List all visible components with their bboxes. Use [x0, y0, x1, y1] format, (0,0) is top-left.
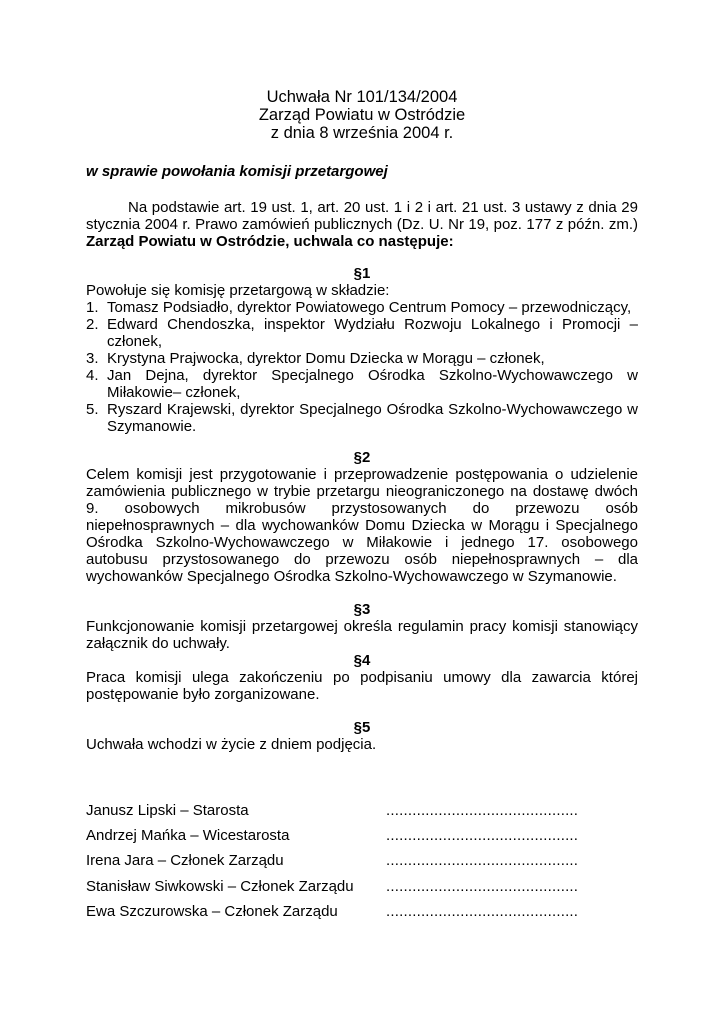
- title-date: z dnia 8 września 2004 r.: [270, 124, 454, 142]
- list-item-text: Jan Dejna, dyrektor Specjalnego Ośrodka Szkolno-Wychowawczego w Miłakowie– członek,: [107, 367, 638, 401]
- section-5-text: Uchwała wchodzi w życie z dniem podjęcia.: [86, 736, 377, 753]
- signatory-name: Stanisław Siwkowski – Członek Zarządu: [86, 878, 354, 895]
- signature-row: [86, 903, 638, 920]
- signature-row: [86, 852, 638, 869]
- list-item: [86, 299, 638, 316]
- title-resolution-number: Uchwała Nr 101/134/2004: [266, 88, 458, 106]
- section-1-intro: Powołuje się komisję przetargową w składzie:: [86, 282, 390, 299]
- list-item-number: 1.: [86, 299, 99, 316]
- list-item-text: Edward Chendoszka, inspektor Wydziału Rozwoju Lokalnego i Promocji – członek,: [107, 316, 638, 350]
- section-5-heading: §5: [353, 719, 371, 736]
- document-title: [86, 88, 638, 142]
- signatory-name: Ewa Szczurowska – Członek Zarządu: [86, 903, 338, 920]
- signature-line: ............................................: [386, 903, 579, 920]
- signature-line: ............................................: [386, 802, 579, 819]
- signature-row: [86, 827, 638, 844]
- list-item-text: Ryszard Krajewski, dyrektor Specjalnego Ośrodka Szkolno-Wychowawczego w Szymanowie.: [107, 401, 638, 435]
- committee-members-list: [86, 299, 638, 435]
- preamble-text: Na podstawie art. 19 ust. 1, art. 20 ust. 1 i 2 i art. 21 ust. 3 ustawy z dnia 29 stycznia 2004 r. Prawo zamówień publicznych (Dz. U. Nr 19, poz. 177 z późn. zm.): [86, 199, 638, 233]
- signatory-name: Janusz Lipski – Starosta: [86, 802, 249, 819]
- list-item-number: 3.: [86, 350, 99, 367]
- list-item: [86, 401, 638, 435]
- preamble: [86, 199, 638, 250]
- preamble-resolution-clause: Zarząd Powiatu w Ostródzie, uchwala co następuje:: [86, 233, 454, 250]
- document-subject: w sprawie powołania komisji przetargowej: [86, 163, 388, 180]
- section-1-heading: §1: [353, 265, 371, 282]
- signature-line: ............................................: [386, 878, 579, 895]
- section-2-heading: §2: [353, 449, 371, 466]
- title-authority: Zarząd Powiatu w Ostródzie: [258, 106, 466, 124]
- section-3-heading: §3: [353, 601, 371, 618]
- list-item: [86, 350, 638, 367]
- signatory-name: Andrzej Mańka – Wicestarosta: [86, 827, 290, 844]
- list-item-number: 2.: [86, 316, 99, 333]
- list-item-text: Krystyna Prajwocka, dyrektor Domu Dziecka w Morągu – członek,: [107, 350, 545, 367]
- signature-row: [86, 802, 638, 819]
- section-2-text: Celem komisji jest przygotowanie i przeprowadzenie postępowania o udzielenie zamówienia publicznego w trybie przetargu nieograniczonego na dostawę dwóch 9. osobowych mikrobusów przystosowanych do przewozu osób niepełnosprawnych – dla wychowanków Domu Dziecka w Morągu i Specjalnego Ośrodka Szkolno-Wychowawczego w Miłakowie i jednego 17. osobowego autobusu przystosowanego do przewozu osób niepełnosprawnych – dla wychowanków Specjalnego Ośrodka Szkolno-Wychowawczego w Szymanowie.: [86, 466, 638, 585]
- list-item-text: Tomasz Podsiadło, dyrektor Powiatowego Centrum Pomocy – przewodniczący,: [107, 299, 632, 316]
- list-item-number: 5.: [86, 401, 99, 418]
- section-4-heading: §4: [353, 652, 371, 669]
- list-item-number: 4.: [86, 367, 99, 384]
- signature-line: ............................................: [386, 852, 579, 869]
- list-item: [86, 316, 638, 350]
- section-3-text: Funkcjonowanie komisji przetargowej określa regulamin pracy komisji stanowiący załącznik do uchwały.: [86, 618, 638, 652]
- section-1-body: [86, 282, 638, 435]
- section-4-text: Praca komisji ulega zakończeniu po podpisaniu umowy dla zawarcia której postępowanie było zorganizowane.: [86, 669, 638, 703]
- signature-row: [86, 878, 638, 895]
- list-item: [86, 367, 638, 401]
- signature-line: ............................................: [386, 827, 579, 844]
- signatory-name: Irena Jara – Członek Zarządu: [86, 852, 284, 869]
